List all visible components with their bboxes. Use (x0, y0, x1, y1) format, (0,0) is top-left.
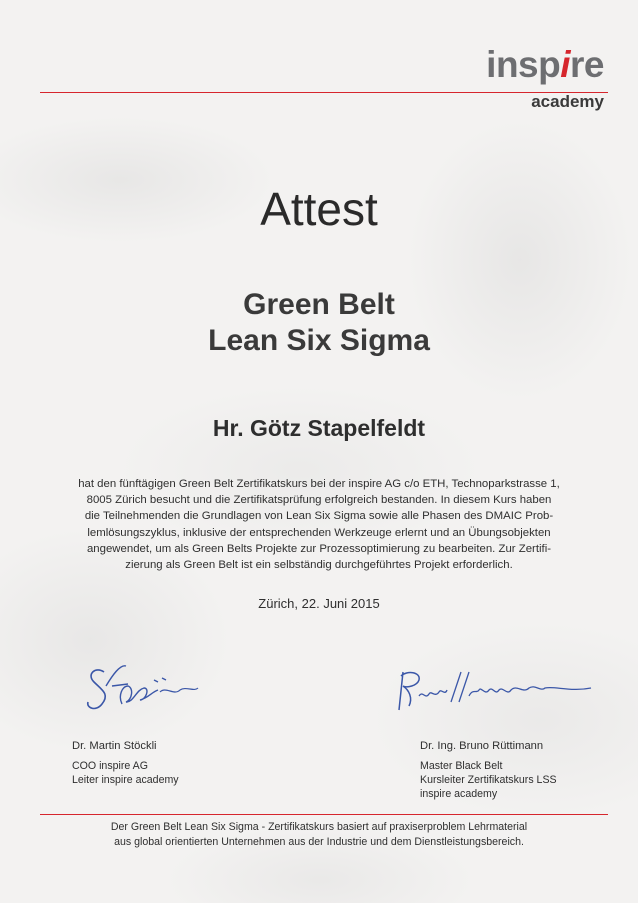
signer-left-name: Dr. Martin Stöckli (72, 740, 157, 752)
signer-right-role: Kursleiter Zertifikatskurs LSS (420, 774, 557, 786)
document-title: Attest (260, 183, 378, 235)
logo-subtitle: academy (531, 92, 604, 111)
place-and-date: Zürich, 22. Juni 2015 (258, 596, 380, 611)
recipient-name: Hr. Götz Stapelfeldt (212, 415, 426, 441)
footer-note (0, 820, 638, 850)
signer-left-block (72, 739, 179, 787)
signature-left (82, 656, 202, 720)
inspire-academy-logo (486, 45, 604, 111)
signer-right-role: inspire academy (420, 788, 498, 800)
body-line: angewendet, um als Green Belts Projekte zur Prozessoptimierung zu bearbeiten. Zur Zertifi- (86, 542, 552, 555)
body-line: zierung als Green Belt ist ein selbständig durchgeführtes Projekt erforderlich. (125, 559, 513, 572)
body-line: 8005 Zürich besucht und die Zertifikatsprüfung erfolgreich bestanden. In diesem Kurs haben (86, 494, 552, 507)
signer-left-role: Leiter inspire academy (72, 774, 179, 786)
signer-right-name: Dr. Ing. Bruno Rüttimann (420, 740, 544, 752)
logo-wordmark: inspire (486, 44, 604, 85)
signer-left-role: COO inspire AG (72, 760, 148, 772)
footer-line: Der Green Belt Lean Six Sigma - Zertifikatskurs basiert auf praxiserproblem Lehrmaterial (110, 821, 528, 833)
footer-divider (40, 814, 608, 815)
signer-right-role: Master Black Belt (420, 760, 503, 772)
signer-right-block (420, 739, 557, 801)
body-line: hat den fünftägigen Green Belt Zertifikatskurs bei der inspire AG c/o ETH, Technoparkstrasse 1, (78, 478, 560, 490)
header-divider (40, 92, 608, 93)
body-line: lemlösungszyklus, inklusive der entsprechenden Werkzeuge erlernt und an Übungsobjekten (87, 526, 551, 539)
course-title-line-1: Green Belt (243, 288, 395, 321)
course-title (0, 287, 638, 359)
course-title-line-2: Lean Six Sigma (208, 324, 430, 357)
body-line: die Teilnehmenden die Grundlagen von Lean Six Sigma sowie alle Phasen des DMAIC Prob- (84, 510, 554, 523)
footer-line: aus global orientierten Unternehmen aus der Industrie und dem Dienstleistungsbereich. (114, 836, 524, 848)
signature-right (395, 666, 595, 712)
attestation-body (62, 476, 576, 573)
